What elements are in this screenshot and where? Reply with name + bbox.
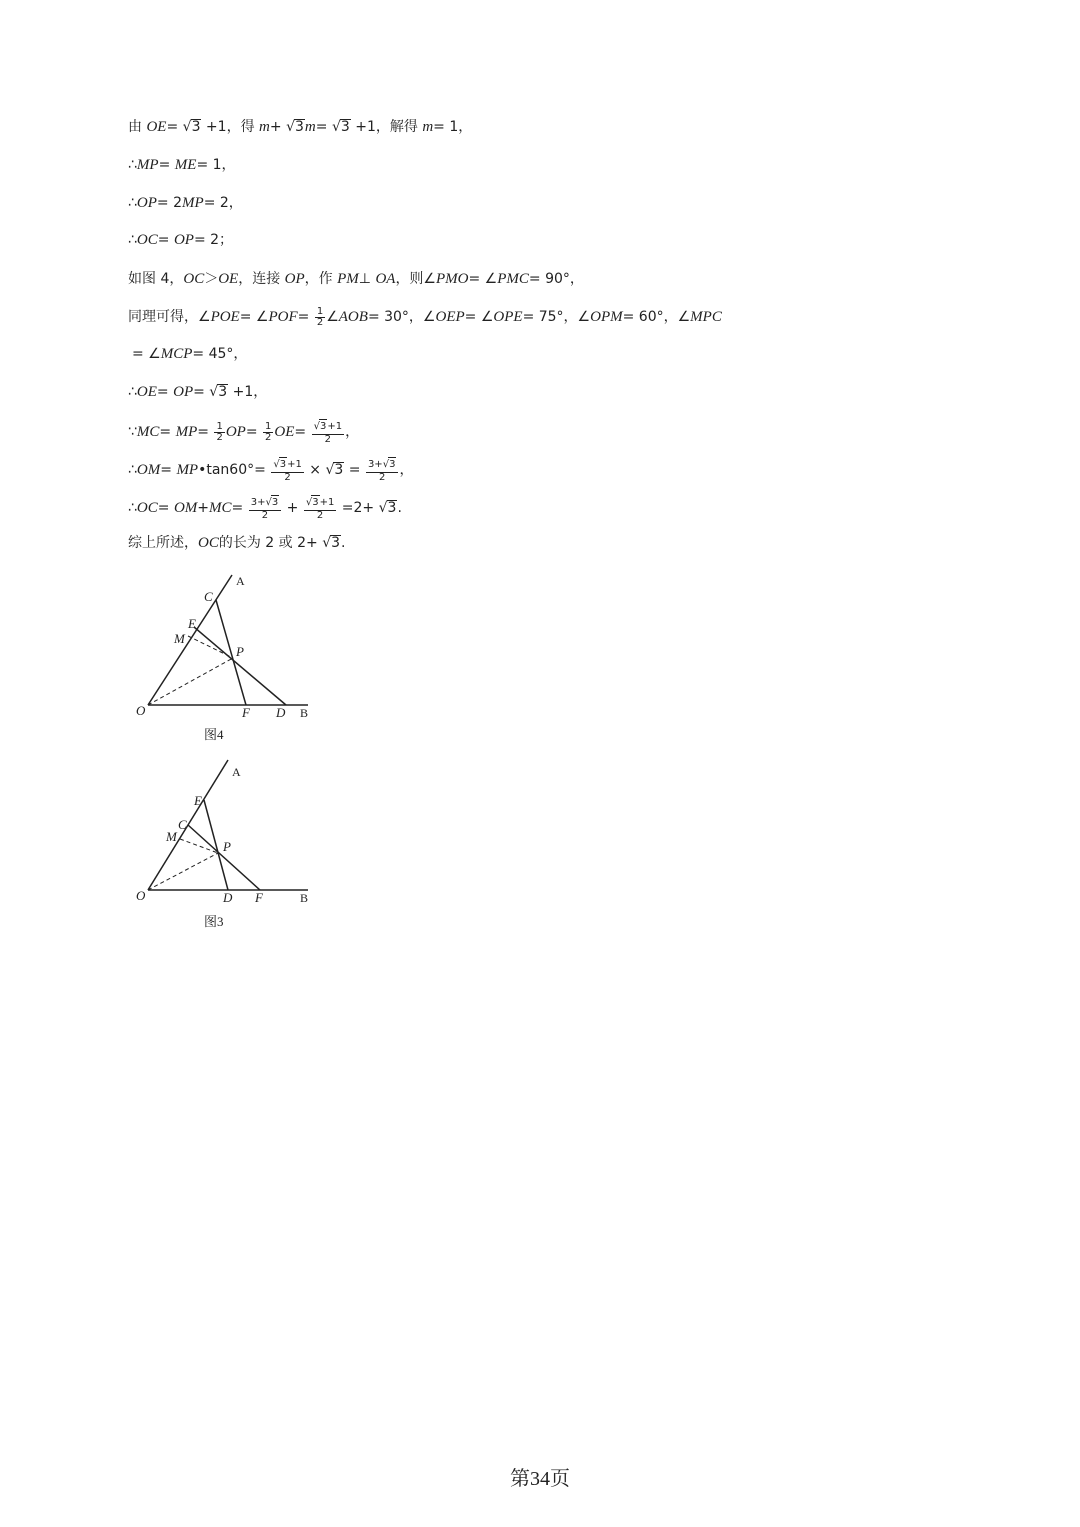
text: ，	[399, 462, 414, 478]
label-P: P	[223, 839, 231, 854]
label-D: D	[223, 890, 233, 905]
var: OC	[136, 500, 158, 516]
fraction-numerator: √3+1	[271, 457, 304, 473]
text: +1，	[228, 384, 268, 400]
text: = ∠	[132, 346, 161, 362]
text: = 1，	[433, 119, 473, 135]
text: =	[315, 119, 332, 135]
figure-3	[120, 755, 330, 915]
label-M: M	[166, 829, 177, 844]
text: ⊥	[358, 271, 376, 287]
text: = 75°，∠	[522, 309, 591, 325]
text: +1，解得	[350, 119, 423, 135]
var: MCP	[160, 346, 193, 362]
text: ×	[304, 462, 326, 478]
text: 同理可得，∠	[128, 309, 211, 325]
label-E: E	[194, 793, 202, 808]
text-line-2	[128, 154, 236, 176]
var: OP	[173, 384, 194, 400]
text: ∴	[128, 157, 137, 173]
var: OE	[274, 424, 295, 440]
label-P: P	[236, 644, 244, 659]
text: 3+	[367, 459, 383, 470]
var: AOB	[338, 309, 368, 325]
text: =	[158, 157, 175, 173]
text: =	[297, 309, 314, 325]
text-line-10: ∴OM= MP•tan60°= $\frac{√3+1}{2}$ × √3 = $\frac{3+√3}{2}$ ，	[128, 459, 414, 483]
var: OE	[218, 271, 239, 287]
fraction-denominator: 2	[216, 431, 223, 443]
text: =2+	[337, 500, 379, 516]
figure-4-caption: 图4	[204, 727, 224, 742]
text: = 2；	[193, 232, 234, 248]
sqrt-radicand: 3	[279, 459, 287, 470]
var: OC	[136, 232, 158, 248]
text: = ∠	[239, 309, 269, 325]
text: +	[269, 119, 287, 135]
var: PMO	[436, 271, 469, 287]
text: =	[294, 424, 311, 440]
var: POE	[210, 309, 240, 325]
fraction	[315, 307, 325, 328]
label-O: O	[136, 703, 146, 718]
text: = 45°，	[192, 346, 248, 362]
text: +	[197, 500, 210, 516]
text: .	[397, 500, 402, 516]
fraction-denominator: 2	[261, 510, 269, 521]
text-line-9	[128, 419, 360, 445]
text: ，连接	[238, 271, 285, 287]
text: ∵	[128, 424, 137, 440]
fraction	[263, 422, 273, 443]
var: OA	[375, 271, 396, 287]
var: MP	[176, 462, 199, 478]
figure-4	[120, 565, 330, 725]
text-line-11: ∴OC= OM+MC= $\frac{3+√3}{2}$ + $\frac{√3+1}{2}$ =2+ √3.	[128, 497, 402, 521]
text: = ∠	[468, 271, 498, 287]
var: OP	[173, 232, 194, 248]
label-A: A	[232, 765, 241, 779]
var: OP	[225, 424, 246, 440]
text: ∠	[326, 309, 339, 325]
sqrt-radicand: 3	[271, 497, 279, 508]
ray-OA	[148, 575, 232, 705]
label-B: B	[300, 891, 309, 905]
segment-ED	[194, 627, 286, 705]
text: ∴	[128, 384, 137, 400]
text: ∴	[128, 500, 137, 516]
text: ∴	[128, 232, 137, 248]
segment-MP-dashed	[188, 636, 233, 658]
text: 3+	[250, 497, 266, 508]
var: m	[304, 119, 316, 135]
fraction-denominator: 2	[316, 316, 324, 328]
label-F: F	[242, 705, 250, 720]
text: +1，得	[201, 119, 260, 135]
fraction	[214, 422, 224, 443]
var: ME	[174, 157, 197, 173]
text: 综上所述，	[128, 535, 198, 551]
label-B: B	[300, 706, 309, 720]
text: = 90°，	[528, 271, 584, 287]
text: =	[245, 424, 263, 440]
text: =	[156, 384, 174, 400]
text-line-12: 综上所述，OC的长为 2 或 2+ √3.	[128, 535, 346, 551]
text: ，作	[304, 271, 338, 287]
var: OPE	[493, 309, 523, 325]
figure-3-caption: 图3	[204, 914, 224, 929]
text: = ∠	[464, 309, 494, 325]
fraction	[304, 495, 337, 521]
fraction-numerator: 1	[316, 305, 324, 317]
var: m	[259, 119, 270, 135]
sqrt-radicand: 3	[294, 119, 304, 135]
text: 由	[128, 119, 147, 135]
text-line-7	[132, 343, 247, 365]
label-E: E	[188, 616, 196, 631]
text-line-5	[128, 268, 584, 290]
var: MP	[182, 195, 204, 211]
var: POF	[268, 309, 298, 325]
text: =	[160, 462, 177, 478]
fraction-numerator: 3+√3	[249, 495, 282, 511]
segment-OP-dashed	[148, 853, 218, 890]
page-number: 第34页	[510, 1468, 570, 1490]
fraction-denominator: 2	[324, 434, 332, 445]
label-D: D	[276, 705, 286, 720]
text: ∴	[128, 195, 137, 211]
sqrt-radicand: 3	[340, 119, 350, 135]
text: =	[197, 424, 214, 440]
sqrt-radicand: 3	[312, 497, 319, 508]
text-line-3	[128, 192, 243, 214]
var: OPM	[590, 309, 623, 325]
text: 的长为 2 或 2+	[218, 535, 323, 551]
fraction-denominator: 2	[316, 510, 324, 521]
fraction-numerator: √3+1	[304, 495, 337, 511]
var: OC	[198, 535, 219, 551]
text: = 2	[156, 195, 183, 211]
label-M: M	[174, 631, 185, 646]
var: PMC	[497, 271, 529, 287]
text: =	[157, 500, 174, 516]
segment-CF	[188, 825, 260, 890]
text: •tan60°=	[198, 462, 271, 478]
var: OM	[136, 462, 161, 478]
fraction	[249, 495, 282, 521]
fraction-denominator: 2	[265, 431, 272, 443]
text: +1	[327, 421, 343, 432]
var: MP	[136, 157, 159, 173]
sqrt-radicand: 3	[218, 384, 228, 400]
text: = 60°，∠	[622, 309, 691, 325]
var: MC	[136, 424, 160, 440]
fraction-denominator: 2	[284, 472, 291, 483]
var: OE	[136, 384, 157, 400]
fraction-numerator: 1	[216, 420, 223, 432]
var: OM	[173, 500, 198, 516]
var: m	[422, 119, 434, 135]
text: = 30°，∠	[367, 309, 436, 325]
sqrt-radicand: 3	[331, 535, 341, 551]
text: =	[157, 232, 174, 248]
label-C: C	[204, 589, 213, 604]
text: =	[344, 462, 365, 478]
sqrt-radicand: 3	[319, 421, 327, 432]
fraction	[312, 419, 345, 445]
label-A: A	[236, 574, 245, 588]
text-line-8: ∴OE= OP= √3 +1，	[128, 384, 268, 400]
text: +1	[287, 459, 302, 470]
fraction	[366, 457, 399, 483]
text: =	[193, 384, 210, 400]
text: .	[341, 535, 346, 551]
text: =	[159, 424, 176, 440]
text: = 2，	[203, 195, 243, 211]
var: PM	[337, 271, 359, 287]
text: = 1，	[196, 157, 236, 173]
fraction-numerator: 1	[265, 420, 272, 432]
text-line-4	[128, 229, 233, 251]
text: ＞	[204, 271, 219, 287]
text: =	[231, 500, 248, 516]
text: ∴	[128, 462, 137, 478]
text: ，	[345, 424, 360, 440]
segment-OP-dashed	[148, 658, 233, 705]
sqrt-radicand: 3	[334, 462, 344, 478]
label-O: O	[136, 888, 146, 903]
text: +	[282, 500, 303, 516]
label-C: C	[178, 817, 187, 832]
text: 如图 4，	[128, 271, 184, 287]
var: OP	[136, 195, 157, 211]
fraction	[271, 457, 304, 483]
var: OEP	[435, 309, 465, 325]
text: =	[166, 119, 183, 135]
sqrt-radicand: 3	[191, 119, 201, 135]
var: OP	[284, 271, 305, 287]
fraction-numerator: 3+√3	[366, 457, 399, 473]
var: OC	[183, 271, 205, 287]
var: MP	[175, 424, 198, 440]
fraction-denominator: 2	[379, 472, 386, 483]
var: MPC	[690, 309, 722, 325]
fraction-numerator: √3+1	[312, 419, 345, 435]
sqrt-radicand: 3	[389, 459, 396, 470]
text: ，则∠	[395, 271, 436, 287]
var: MC	[209, 500, 232, 516]
sqrt-radicand: 3	[387, 500, 397, 516]
text: +1	[319, 497, 335, 508]
label-F: F	[255, 890, 263, 905]
text-line-6	[128, 306, 722, 328]
var: OE	[146, 119, 167, 135]
text-line-1: 由 OE= √3 +1，得 m+ √3m= √3 +1，解得 m= 1，	[128, 119, 473, 135]
